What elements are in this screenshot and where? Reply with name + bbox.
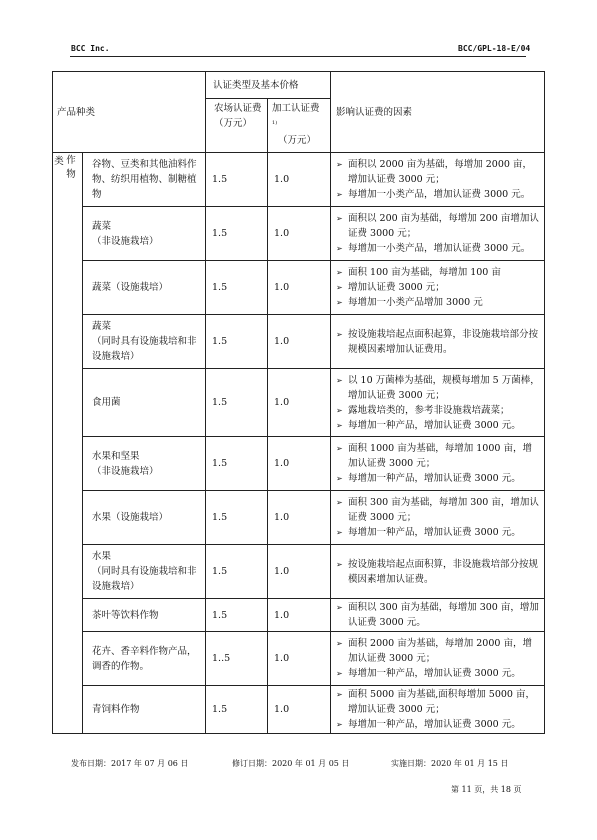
category-label-a: 类 <box>54 156 64 167</box>
factors-cell <box>331 491 545 545</box>
factor-item <box>336 187 540 202</box>
arrow-bullet-icon: ➢ <box>336 474 343 483</box>
factor-text: 面积以 2000 亩为基础，每增加 2000 亩，增加认证费 3000 元； <box>348 159 532 185</box>
proc-fee-cell: 1.0 <box>268 632 331 686</box>
category-label-b: 作物 <box>66 155 76 180</box>
arrow-bullet-icon: ➢ <box>336 603 343 612</box>
arrow-bullet-icon: ➢ <box>336 283 343 292</box>
factors-cell <box>331 686 545 734</box>
factor-text: 以 10 万菌棒为基础，规模每增加 5 万菌棒，增加认证费 3000 元； <box>348 374 540 401</box>
arrow-bullet-icon: ➢ <box>336 528 343 537</box>
product-name: 食用菌 <box>92 397 121 408</box>
proc-fee-cell: 1.0 <box>268 599 331 632</box>
product-name: 水果（设施栽培） <box>92 512 169 523</box>
table-row <box>53 207 545 261</box>
arrow-bullet-icon: ➢ <box>336 559 343 569</box>
publish-date: 发布日期：2017 年 07 月 06 日 <box>71 759 189 768</box>
table-row <box>53 153 545 207</box>
factor-text: 每增加一小类产品，增加认证费 3000 元。 <box>348 243 531 254</box>
product-cell <box>83 686 206 734</box>
table-row <box>53 632 545 686</box>
company-name: BCC Inc. <box>71 44 110 53</box>
factor-text: 面积 2000 亩为基础，每增加 2000 亩，增加认证费 3000 元； <box>348 638 532 664</box>
table-row <box>53 545 545 599</box>
factor-item <box>336 241 540 256</box>
product-cell <box>83 207 206 261</box>
product-name: 蔬菜 （同时具有设施栽培和非设施栽培） <box>92 321 197 362</box>
product-cell <box>83 369 206 437</box>
arrow-bullet-icon: ➢ <box>336 329 343 339</box>
farm-fee-cell: 1.5 <box>206 315 268 369</box>
factor-text: 每增加一小类产品，增加认证费 3000 元。 <box>348 189 531 200</box>
farm-fee-cell: 1.5 <box>206 545 268 599</box>
proc-fee-footnote: 1) <box>272 120 278 126</box>
proc-fee-cell: 1.0 <box>268 491 331 545</box>
proc-fee-cell: 1.0 <box>268 545 331 599</box>
farm-fee-label: 农场认证费 <box>214 103 262 114</box>
factor-item <box>336 403 540 418</box>
arrow-bullet-icon: ➢ <box>336 498 343 507</box>
factor-item <box>336 265 540 280</box>
factor-text: 面积 5000 亩为基础,面积每增加 5000 亩，增加认证费 3000 元； <box>348 689 535 715</box>
arrow-bullet-icon: ➢ <box>336 639 343 648</box>
product-cell <box>83 437 206 491</box>
factors-cell <box>331 261 545 315</box>
factor-item <box>336 525 540 540</box>
product-name: 青饲料作物 <box>92 704 140 715</box>
document-code: BCC/GPL-18-E/04 <box>458 44 531 53</box>
factor-text: 面积以 300 亩为基础，每增加 300 亩，增加认证费 3000 元。 <box>348 602 539 628</box>
product-cell <box>83 315 206 369</box>
header-cert-type: 认证类型及基本价格 <box>206 72 331 99</box>
factor-text: 每增加一种产品，增加认证费 3000 元。 <box>348 668 521 679</box>
farm-fee-unit: （万元） <box>214 118 253 129</box>
product-cell <box>83 599 206 632</box>
product-cell <box>83 491 206 545</box>
factor-text: 面积 300 亩为基础，每增加 300 亩，增加认证费 3000 元； <box>348 497 539 523</box>
arrow-bullet-icon: ➢ <box>336 405 343 415</box>
fee-table <box>52 71 545 734</box>
farm-fee-cell: 1.5 <box>206 686 268 734</box>
proc-fee-cell: 1.0 <box>268 369 331 437</box>
category-cell <box>53 153 83 734</box>
factor-text: 每增加一小类产品增加 3000 元 <box>348 297 483 308</box>
factor-text: 每增加一种产品，增加认证费 3000 元。 <box>348 719 521 730</box>
product-name: 谷物、豆类和其他油料作物、纺织用植物、制糖植物 <box>92 159 197 200</box>
revision-date: 修订日期：2020 年 01 月 05 日 <box>232 759 350 768</box>
factor-text: 每增加一种产品，增加认证费 3000 元。 <box>348 473 521 484</box>
proc-fee-cell: 1.0 <box>268 315 331 369</box>
factor-item <box>336 441 540 471</box>
arrow-bullet-icon: ➢ <box>336 268 343 277</box>
proc-fee-cell: 1.0 <box>268 686 331 734</box>
arrow-bullet-icon: ➢ <box>336 420 343 430</box>
table-row <box>53 315 545 369</box>
arrow-bullet-icon: ➢ <box>336 298 343 307</box>
page-number: 第 11 页，共 18 页 <box>451 785 522 794</box>
farm-fee-cell: 1..5 <box>206 632 268 686</box>
factor-text: 按设施栽培起点面积起算，非设施栽培部分按规模因素增加认证费用。 <box>348 328 539 355</box>
proc-fee-cell: 1.0 <box>268 261 331 315</box>
farm-fee-cell: 1.5 <box>206 599 268 632</box>
proc-fee-label: 加工认证费 <box>272 103 320 114</box>
proc-fee-cell: 1.0 <box>268 207 331 261</box>
effective-date: 实施日期：2020 年 01 月 15 日 <box>391 759 509 768</box>
product-name: 茶叶等饮料作物 <box>92 609 159 621</box>
header-product-type: 产品种类 <box>53 72 206 153</box>
factor-item <box>336 666 540 681</box>
factor-item <box>336 687 540 717</box>
factors-cell <box>331 545 545 599</box>
factors-cell <box>331 207 545 261</box>
factors-cell <box>331 153 545 207</box>
product-cell <box>83 153 206 207</box>
arrow-bullet-icon: ➢ <box>336 160 343 169</box>
table-row <box>53 437 545 491</box>
factor-text: 面积以 200 亩为基础，每增加 200 亩增加认证费 3000 元； <box>348 213 539 239</box>
table-row <box>53 261 545 315</box>
factor-item <box>336 280 540 295</box>
factors-cell <box>331 599 545 632</box>
proc-fee-unit: （万元） <box>278 135 317 147</box>
proc-fee-cell: 1.0 <box>268 153 331 207</box>
header-proc-fee <box>268 99 331 153</box>
factor-item <box>336 636 540 666</box>
factor-text: 露地栽培类的，参考非设施栽培蔬菜； <box>348 404 510 416</box>
factor-item <box>336 557 540 587</box>
factors-cell <box>331 437 545 491</box>
farm-fee-cell: 1.5 <box>206 369 268 437</box>
factor-item <box>336 327 540 357</box>
farm-fee-cell: 1.5 <box>206 153 268 207</box>
factors-cell <box>331 369 545 437</box>
arrow-bullet-icon: ➢ <box>336 720 343 729</box>
proc-fee-cell: 1.0 <box>268 437 331 491</box>
product-name: 蔬菜（设施栽培） <box>92 282 169 293</box>
product-name: 蔬菜 （非设施栽培） <box>92 220 159 247</box>
factor-item <box>336 373 540 403</box>
farm-fee-cell: 1.5 <box>206 207 268 261</box>
header-factors: 影响认证费的因素 <box>331 72 545 153</box>
factor-item <box>336 717 540 732</box>
table-row <box>53 369 545 437</box>
factor-item <box>336 495 540 525</box>
factor-item <box>336 157 540 187</box>
factor-item <box>336 295 540 310</box>
factor-text: 按设施栽培起点面积算，非设施栽培部分按规模因素增加认证费。 <box>348 558 539 585</box>
header-rule <box>70 56 526 57</box>
factor-text: 面积 100 亩为基础，每增加 100 亩 <box>348 267 501 278</box>
header-farm-fee <box>206 99 268 153</box>
farm-fee-cell: 1.5 <box>206 491 268 545</box>
product-name: 水果 （同时具有设施栽培和非设施栽培） <box>92 551 197 592</box>
product-cell <box>83 632 206 686</box>
factor-text: 面积 1000 亩为基础，每增加 1000 亩，增加认证费 3000 元； <box>348 443 532 469</box>
arrow-bullet-icon: ➢ <box>336 669 343 678</box>
factor-item <box>336 211 540 241</box>
product-cell <box>83 545 206 599</box>
farm-fee-cell: 1.5 <box>206 261 268 315</box>
farm-fee-cell: 1.5 <box>206 437 268 491</box>
factors-cell <box>331 632 545 686</box>
arrow-bullet-icon: ➢ <box>336 690 343 699</box>
product-cell <box>83 261 206 315</box>
table-row <box>53 686 545 734</box>
product-name: 花卉、香辛料作物产品，调香的作物。 <box>92 645 197 672</box>
factor-text: 每增加一种产品，增加认证费 3000 元。 <box>348 527 521 538</box>
factor-text: 增加认证费 3000 元； <box>348 282 445 293</box>
factor-item <box>336 471 540 486</box>
arrow-bullet-icon: ➢ <box>336 244 343 253</box>
factor-item <box>336 600 540 630</box>
product-name: 水果和坚果 （非设施栽培） <box>92 450 159 477</box>
arrow-bullet-icon: ➢ <box>336 190 343 199</box>
factor-item <box>336 418 540 433</box>
factors-cell <box>331 315 545 369</box>
factor-text: 每增加一种产品，增加认证费 3000 元。 <box>348 419 521 431</box>
arrow-bullet-icon: ➢ <box>336 444 343 453</box>
table-row <box>53 491 545 545</box>
arrow-bullet-icon: ➢ <box>336 375 343 385</box>
table-row <box>53 599 545 632</box>
arrow-bullet-icon: ➢ <box>336 214 343 223</box>
